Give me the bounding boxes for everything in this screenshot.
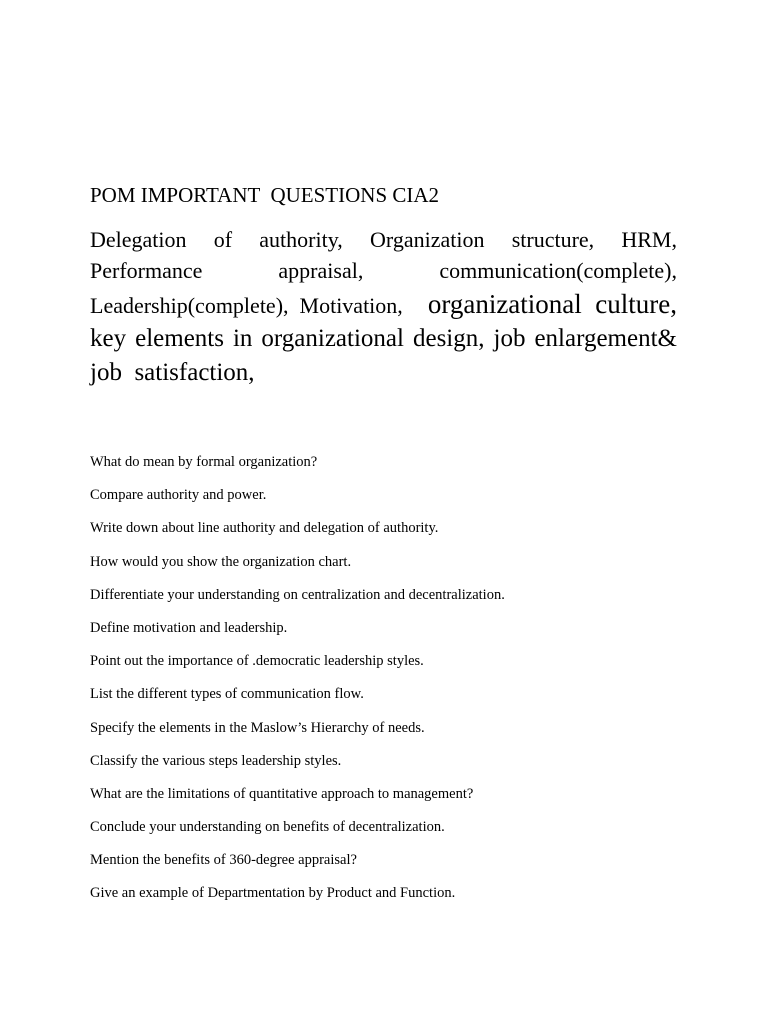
question-item: Differentiate your understanding on centralization and decentralization. <box>90 586 505 603</box>
topic-word: enlargement& <box>534 325 677 352</box>
topic-text: Leadership(complete), Motivation, <box>90 293 403 318</box>
topic-word: Performance <box>90 258 203 283</box>
topic-word: appraisal, <box>278 258 364 283</box>
topic-word: Organization <box>370 227 485 252</box>
question-item: Give an example of Departmentation by Product and Function. <box>90 885 456 902</box>
topic-text: job satisfaction, <box>90 359 255 386</box>
question-item: List the different types of communication flow. <box>90 686 364 703</box>
question-item: Write down about line authority and delegation of authority. <box>90 520 439 537</box>
topics-line-3 <box>90 286 677 322</box>
question-item: Mention the benefits of 360-degree appraisal? <box>90 852 357 869</box>
questions-list <box>90 452 690 917</box>
question-item: How would you show the organization chart. <box>90 553 352 570</box>
topics-line-2 <box>90 255 677 286</box>
question-item: What are the limitations of quantitative approach to management? <box>90 785 474 802</box>
topic-word: organizational <box>261 325 404 352</box>
question-item: Point out the importance of .democratic leadership styles. <box>90 653 424 670</box>
topics-line-5 <box>90 356 677 390</box>
question-item: Specify the elements in the Maslow’s Hierarchy of needs. <box>90 719 425 736</box>
topic-word: authority, <box>259 227 343 252</box>
question-item: Classify the various steps leadership styles. <box>90 752 342 769</box>
question-item: Compare authority and power. <box>90 487 267 504</box>
topic-word: of <box>213 227 233 252</box>
topic-text-large: organizational culture, <box>427 289 677 319</box>
question-item: Conclude your understanding on benefits of decentralization. <box>90 819 445 836</box>
topics-line-1 <box>90 224 677 255</box>
topic-word: communication(complete), <box>439 258 677 283</box>
topics-line-4 <box>90 322 677 356</box>
topic-word: job <box>493 325 526 352</box>
topic-word: design, <box>412 325 485 352</box>
topic-word: key <box>90 325 127 352</box>
document-title: POM IMPORTANT QUESTIONS CIA2 <box>90 183 440 207</box>
topic-word: Delegation <box>90 227 187 252</box>
topics-paragraph <box>90 224 677 390</box>
question-item: What do mean by formal organization? <box>90 454 318 470</box>
topic-word: HRM, <box>621 227 677 252</box>
question-item: Define motivation and leadership. <box>90 619 288 636</box>
topic-word: in <box>232 325 253 352</box>
topic-word: elements <box>135 325 224 352</box>
topic-word: structure, <box>511 227 595 252</box>
